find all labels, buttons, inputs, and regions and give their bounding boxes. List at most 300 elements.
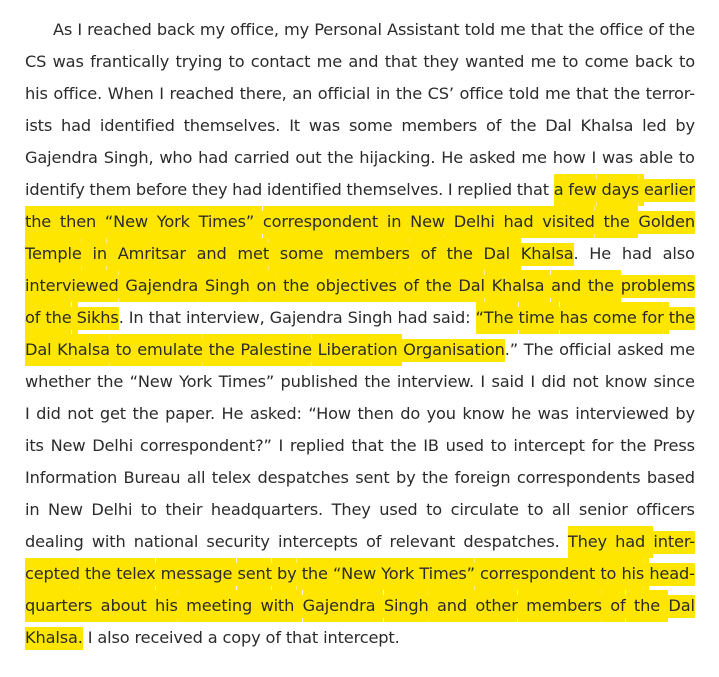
body-text: used bbox=[445, 436, 484, 455]
word bbox=[376, 78, 390, 110]
highlighted-text: the bbox=[25, 211, 51, 234]
body-text: to bbox=[679, 52, 695, 71]
word bbox=[517, 462, 640, 494]
body-text: based bbox=[646, 468, 695, 487]
word bbox=[589, 238, 611, 270]
word bbox=[604, 206, 630, 238]
body-text: the bbox=[97, 372, 124, 391]
highlighted-text: some bbox=[280, 243, 323, 266]
body-text: the bbox=[390, 436, 417, 455]
word bbox=[668, 590, 694, 622]
body-text: York bbox=[179, 372, 213, 391]
body-text: you bbox=[426, 404, 456, 423]
highlighted-text: visited bbox=[542, 211, 595, 234]
word bbox=[600, 558, 616, 590]
body-text: do bbox=[400, 404, 421, 423]
body-text: also bbox=[662, 244, 695, 263]
body-text: Personal bbox=[314, 20, 382, 39]
body-text: I bbox=[530, 372, 535, 391]
highlighted-text: They bbox=[568, 531, 607, 554]
highlighted-text: Dal bbox=[458, 275, 484, 298]
word bbox=[410, 206, 445, 238]
body-text: by bbox=[675, 404, 695, 423]
body-text: his bbox=[25, 84, 48, 103]
highlighted-text: York bbox=[381, 563, 414, 586]
body-text: ists bbox=[25, 116, 53, 135]
body-text: of bbox=[485, 116, 502, 135]
word bbox=[426, 270, 452, 302]
body-text: CS’ bbox=[427, 84, 454, 103]
body-text: was bbox=[601, 148, 634, 167]
word bbox=[576, 78, 608, 110]
body-text: he bbox=[511, 404, 532, 423]
highlighted-text: the bbox=[669, 307, 695, 330]
body-text: that bbox=[351, 436, 384, 455]
body-text: correspondents bbox=[516, 468, 641, 487]
body-text: He bbox=[221, 404, 244, 423]
word bbox=[526, 590, 602, 622]
word bbox=[165, 494, 202, 526]
highlighted-text: the bbox=[85, 563, 111, 586]
word bbox=[433, 302, 471, 334]
highlighted-text: Gajendra bbox=[303, 595, 376, 618]
highlighted-text: the bbox=[302, 563, 328, 586]
word bbox=[25, 590, 92, 622]
word bbox=[554, 174, 564, 206]
body-text: had bbox=[621, 244, 652, 263]
body-text: asked bbox=[617, 340, 664, 359]
word bbox=[105, 206, 148, 238]
word bbox=[104, 142, 154, 174]
highlighted-text: with bbox=[261, 595, 295, 618]
word bbox=[644, 174, 695, 206]
body-text: to bbox=[140, 500, 157, 519]
text-line bbox=[25, 494, 695, 526]
body-text: the bbox=[510, 116, 537, 135]
word bbox=[426, 494, 442, 526]
highlighted-text: Liberation bbox=[318, 339, 398, 362]
body-text: I bbox=[159, 84, 164, 103]
body-text: the bbox=[422, 468, 449, 487]
word bbox=[669, 14, 695, 46]
word bbox=[77, 302, 124, 334]
body-text: intercept bbox=[513, 436, 585, 455]
body-text: replied bbox=[289, 436, 345, 455]
highlighted-text: “New bbox=[105, 211, 148, 234]
highlighted-text: in bbox=[387, 211, 401, 234]
highlighted-text: Delhi bbox=[454, 211, 495, 234]
body-text: all bbox=[551, 500, 571, 519]
body-text: out bbox=[295, 148, 322, 167]
body-text: not bbox=[67, 404, 94, 423]
word bbox=[258, 462, 349, 494]
body-text: them bbox=[89, 180, 132, 199]
body-text: the bbox=[364, 372, 391, 391]
word bbox=[186, 590, 252, 622]
highlighted-text: has bbox=[560, 307, 588, 330]
highlighted-text: Singh bbox=[205, 275, 250, 298]
body-text: had bbox=[232, 180, 263, 199]
word bbox=[579, 494, 628, 526]
highlighted-text: objectives bbox=[316, 275, 397, 298]
highlighted-text: members bbox=[526, 595, 602, 618]
body-text: an bbox=[292, 84, 313, 103]
word bbox=[91, 494, 132, 526]
word bbox=[303, 590, 376, 622]
body-text: the bbox=[132, 404, 159, 423]
text-line bbox=[25, 110, 695, 142]
body-text: whether bbox=[25, 372, 91, 391]
word bbox=[250, 398, 302, 430]
word bbox=[25, 78, 48, 110]
word bbox=[480, 366, 485, 398]
body-text: my bbox=[284, 20, 310, 39]
body-text: to bbox=[426, 500, 443, 519]
word bbox=[184, 110, 281, 142]
word bbox=[318, 334, 398, 366]
word bbox=[670, 334, 695, 366]
text-line bbox=[25, 398, 695, 430]
highlighted-text: problems bbox=[621, 275, 695, 298]
body-text: Khalsa bbox=[580, 116, 634, 135]
word bbox=[277, 558, 297, 590]
body-text: I bbox=[25, 404, 30, 423]
word bbox=[622, 238, 652, 270]
highlighted-text: quarters bbox=[25, 595, 92, 618]
word bbox=[653, 526, 695, 558]
body-text: then bbox=[357, 404, 394, 423]
word bbox=[284, 14, 309, 46]
word bbox=[649, 558, 695, 590]
highlighted-text: cepted bbox=[25, 563, 80, 586]
word bbox=[116, 334, 132, 366]
word bbox=[457, 174, 512, 206]
word bbox=[568, 174, 596, 206]
body-text: Gajendra bbox=[269, 308, 343, 327]
highlighted-text: New bbox=[410, 211, 445, 234]
word bbox=[530, 366, 535, 398]
word bbox=[423, 46, 459, 78]
word bbox=[387, 14, 459, 46]
body-text: circulate bbox=[450, 500, 519, 519]
word bbox=[348, 46, 378, 78]
highlighted-text: Times” bbox=[199, 211, 255, 234]
word bbox=[519, 302, 555, 334]
word bbox=[67, 398, 93, 430]
word bbox=[45, 302, 71, 334]
highlighted-text: sent bbox=[237, 563, 271, 586]
word bbox=[491, 430, 507, 462]
word bbox=[89, 174, 131, 206]
word bbox=[61, 110, 91, 142]
word bbox=[620, 430, 646, 462]
body-text: told bbox=[464, 20, 496, 39]
body-text: members bbox=[401, 116, 478, 135]
word bbox=[503, 206, 533, 238]
word bbox=[25, 46, 46, 78]
word bbox=[292, 78, 312, 110]
highlighted-text: the bbox=[588, 275, 614, 298]
word bbox=[290, 430, 345, 462]
body-text: that bbox=[530, 20, 564, 39]
body-text: there, bbox=[239, 84, 287, 103]
word bbox=[92, 430, 133, 462]
word bbox=[57, 334, 110, 366]
word bbox=[437, 590, 467, 622]
word bbox=[309, 110, 340, 142]
word bbox=[124, 462, 181, 494]
word bbox=[562, 46, 578, 78]
highlighted-text: Golden bbox=[638, 211, 695, 234]
word bbox=[480, 558, 595, 590]
word bbox=[25, 174, 85, 206]
body-text: interview, bbox=[185, 308, 265, 327]
word bbox=[251, 46, 311, 78]
body-text: able bbox=[638, 148, 674, 167]
word bbox=[509, 78, 539, 110]
word bbox=[615, 526, 645, 558]
highlighted-text: inter- bbox=[653, 531, 695, 554]
body-text: “New bbox=[129, 372, 173, 391]
word bbox=[538, 398, 569, 430]
body-text: Assistant bbox=[387, 20, 460, 39]
body-text: told bbox=[508, 84, 540, 103]
body-text: all bbox=[186, 468, 206, 487]
body-text: in bbox=[25, 500, 40, 519]
highlighted-text: Khalsa bbox=[57, 339, 110, 362]
word bbox=[97, 366, 123, 398]
highlighted-text: the bbox=[209, 339, 235, 362]
highlighted-text: The bbox=[484, 307, 514, 330]
body-text: official bbox=[317, 84, 371, 103]
word bbox=[521, 142, 546, 174]
word bbox=[232, 174, 262, 206]
text-line bbox=[25, 558, 695, 590]
text-line bbox=[25, 462, 695, 494]
word bbox=[397, 302, 427, 334]
word bbox=[359, 142, 435, 174]
body-text: used bbox=[379, 500, 418, 519]
body-text: the bbox=[613, 84, 641, 103]
word bbox=[545, 78, 570, 110]
word bbox=[491, 366, 524, 398]
word bbox=[396, 462, 416, 494]
word bbox=[646, 78, 695, 110]
word bbox=[53, 46, 84, 78]
word bbox=[427, 398, 456, 430]
text-line bbox=[25, 302, 695, 334]
body-text: had bbox=[61, 116, 92, 135]
text-line bbox=[25, 526, 695, 558]
body-text: back bbox=[156, 20, 195, 39]
word bbox=[267, 174, 342, 206]
word bbox=[364, 366, 390, 398]
word bbox=[484, 238, 510, 270]
document-page bbox=[25, 14, 695, 654]
body-text: security bbox=[206, 532, 270, 551]
word bbox=[638, 206, 695, 238]
word bbox=[198, 142, 228, 174]
body-text: office bbox=[599, 20, 644, 39]
word bbox=[531, 14, 563, 46]
word bbox=[157, 206, 190, 238]
body-text: reached bbox=[169, 84, 234, 103]
word bbox=[25, 462, 117, 494]
highlighted-text: then bbox=[60, 211, 96, 234]
highlighted-text: come bbox=[593, 307, 637, 330]
word bbox=[669, 302, 695, 334]
highlighted-text: had bbox=[615, 531, 645, 554]
body-text: get bbox=[99, 404, 126, 423]
word bbox=[25, 430, 44, 462]
word bbox=[349, 110, 392, 142]
body-text: who bbox=[159, 148, 193, 167]
body-text: He bbox=[589, 244, 612, 263]
body-text: . bbox=[573, 244, 579, 263]
word bbox=[219, 366, 275, 398]
body-text: terror- bbox=[645, 84, 695, 103]
text-line bbox=[25, 174, 695, 206]
word bbox=[261, 590, 295, 622]
highlighted-text: Dal bbox=[668, 595, 694, 618]
body-text: that bbox=[516, 180, 549, 199]
body-text: national bbox=[133, 532, 199, 551]
word bbox=[475, 590, 517, 622]
word bbox=[351, 430, 383, 462]
text-line bbox=[25, 366, 695, 398]
highlighted-text: interviewed bbox=[25, 275, 119, 298]
highlighted-text: of bbox=[610, 595, 625, 618]
body-text: Press bbox=[653, 436, 695, 455]
body-text: to bbox=[678, 148, 695, 167]
word bbox=[454, 206, 495, 238]
body-text: paper. bbox=[165, 404, 215, 423]
highlighted-text: Singh bbox=[384, 595, 429, 618]
highlighted-text: and bbox=[437, 595, 467, 618]
word bbox=[141, 494, 157, 526]
word bbox=[165, 398, 215, 430]
word bbox=[179, 366, 212, 398]
highlighted-text: Sikhs bbox=[77, 307, 119, 330]
highlighted-text: his bbox=[621, 563, 644, 586]
word bbox=[448, 174, 453, 206]
body-text: the bbox=[668, 20, 695, 39]
body-text: they bbox=[191, 180, 228, 199]
body-text: the bbox=[327, 148, 354, 167]
word bbox=[279, 430, 284, 462]
highlighted-text: Dal bbox=[25, 339, 51, 362]
body-text: me bbox=[521, 148, 547, 167]
word bbox=[280, 238, 323, 270]
word bbox=[542, 206, 595, 238]
word bbox=[510, 110, 536, 142]
body-text: headquarters. bbox=[210, 500, 324, 519]
word bbox=[101, 590, 147, 622]
word bbox=[585, 46, 629, 78]
highlighted-text: correspondent bbox=[480, 563, 595, 586]
body-text: know bbox=[604, 372, 648, 391]
highlighted-text: members bbox=[334, 243, 410, 266]
body-text: was bbox=[52, 52, 84, 71]
word bbox=[348, 302, 393, 334]
word bbox=[327, 142, 353, 174]
body-text: Dal bbox=[545, 116, 572, 135]
word bbox=[176, 46, 223, 78]
word bbox=[332, 494, 371, 526]
body-text: sent bbox=[355, 468, 390, 487]
word bbox=[90, 46, 169, 78]
highlighted-text: earlier bbox=[644, 179, 695, 202]
word bbox=[25, 302, 40, 334]
word bbox=[155, 590, 178, 622]
highlighted-text: Amritsar bbox=[118, 243, 186, 266]
word bbox=[53, 78, 102, 110]
highlighted-text: of bbox=[421, 243, 436, 266]
word bbox=[387, 206, 401, 238]
word bbox=[527, 494, 543, 526]
word bbox=[212, 462, 251, 494]
word bbox=[197, 238, 227, 270]
word bbox=[366, 526, 381, 558]
word bbox=[419, 558, 475, 590]
body-text: me bbox=[669, 340, 695, 359]
word bbox=[458, 270, 484, 302]
word bbox=[308, 398, 351, 430]
word bbox=[270, 302, 343, 334]
word bbox=[25, 398, 30, 430]
body-text: telex bbox=[211, 468, 252, 487]
word bbox=[642, 110, 666, 142]
word bbox=[60, 206, 96, 238]
word bbox=[639, 142, 673, 174]
body-text: I bbox=[480, 372, 486, 391]
highlighted-text: “New bbox=[333, 563, 376, 586]
highlighted-text: a bbox=[554, 179, 564, 202]
body-text: for bbox=[591, 436, 614, 455]
word bbox=[605, 366, 647, 398]
highlighted-text: Times” bbox=[419, 563, 475, 586]
body-text: office bbox=[459, 84, 504, 103]
word bbox=[621, 558, 644, 590]
body-text: was bbox=[308, 116, 341, 135]
text-line bbox=[25, 206, 695, 238]
body-text: its bbox=[25, 436, 44, 455]
text-line bbox=[25, 334, 695, 366]
word bbox=[553, 142, 586, 174]
body-text: They bbox=[331, 500, 371, 519]
word bbox=[200, 14, 225, 46]
word bbox=[206, 526, 269, 558]
word bbox=[385, 46, 417, 78]
highlighted-text: the bbox=[426, 275, 452, 298]
word bbox=[133, 398, 159, 430]
word bbox=[169, 78, 234, 110]
text-line bbox=[25, 78, 695, 110]
word bbox=[87, 14, 152, 46]
highlighted-text: the bbox=[634, 595, 660, 618]
word bbox=[157, 14, 195, 46]
body-text: Times” bbox=[218, 372, 275, 391]
word bbox=[25, 238, 82, 270]
highlighted-text: met bbox=[237, 243, 269, 266]
word bbox=[229, 46, 245, 78]
body-text: He bbox=[441, 148, 464, 167]
word bbox=[601, 174, 639, 206]
word bbox=[451, 494, 519, 526]
word bbox=[469, 142, 516, 174]
word bbox=[428, 78, 454, 110]
highlighted-text: the bbox=[604, 211, 630, 234]
